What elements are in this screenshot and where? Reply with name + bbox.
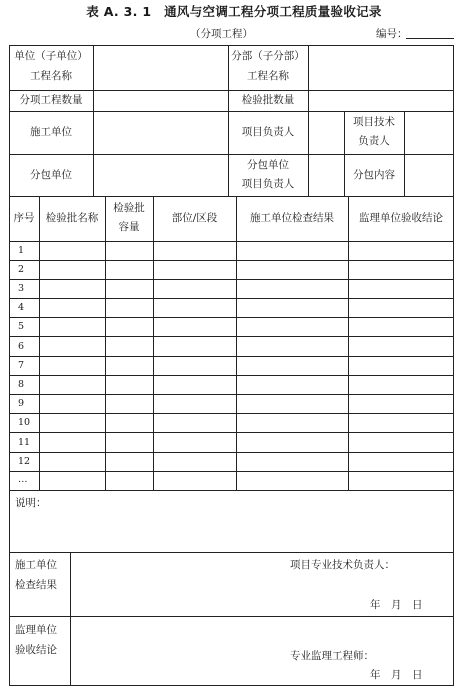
divider	[9, 154, 454, 155]
supervisor-signature-label: 专业监理工程师：	[290, 650, 374, 662]
sub-unit-label-line2: 工程名称	[247, 70, 289, 82]
row-number: 11	[18, 437, 31, 448]
divider	[93, 45, 94, 196]
unit-label-line2: 工程名称	[30, 70, 72, 82]
tech-lead-signature-label: 项目专业技术负责人：	[290, 559, 395, 571]
divider	[9, 413, 454, 414]
divider	[153, 196, 154, 490]
tech-lead-label: 项目技术	[353, 116, 395, 128]
divider	[9, 111, 454, 112]
col-contractor-result-header: 施工单位检查结果	[250, 212, 334, 224]
divider	[9, 375, 454, 376]
contractor-check-label: 施工单位	[15, 559, 57, 571]
col-batch-cap-header-line2: 容量	[118, 221, 140, 233]
note-label: 说明：	[15, 497, 47, 509]
divider	[9, 336, 454, 337]
supervisor-label-line2: 验收结论	[15, 644, 57, 656]
row-number: 3	[18, 283, 25, 294]
divider	[9, 90, 454, 91]
supervisor-label: 监理单位	[15, 624, 57, 636]
row-number: 4	[18, 302, 25, 313]
contractor-label: 施工单位	[30, 126, 72, 138]
row-number: 8	[18, 379, 25, 390]
divider	[236, 196, 237, 490]
divider	[105, 196, 106, 490]
divider	[9, 471, 454, 472]
divider	[9, 279, 454, 280]
item-qty-label: 分项工程数量	[19, 94, 83, 106]
date-label: 年 月 日	[370, 599, 423, 611]
form-title: 表 A. 3. 1 通风与空调工程分项工程质量验收记录	[86, 4, 382, 19]
sub-unit-lead-label: 分包单位	[247, 159, 289, 171]
divider	[9, 260, 454, 261]
col-batch-name-header: 检验批名称	[45, 212, 99, 224]
number-label: 编号：	[376, 28, 408, 40]
divider	[404, 111, 405, 196]
date-label: 年 月 日	[370, 669, 423, 681]
contractor-check-label-line2: 检查结果	[15, 579, 57, 591]
row-number: …	[18, 474, 28, 485]
number-field[interactable]	[406, 38, 454, 39]
col-location-header: 部位/区段	[171, 212, 218, 224]
sub-content-label: 分包内容	[353, 169, 395, 181]
divider	[9, 298, 454, 299]
divider	[9, 317, 454, 318]
divider	[39, 196, 40, 490]
divider	[308, 45, 309, 196]
row-number: 5	[18, 321, 25, 332]
sub-unit-label: 分部（子分部）	[231, 50, 305, 62]
sub-unit-lead-label-line2: 项目负责人	[241, 178, 295, 190]
row-number: 9	[18, 398, 25, 409]
row-number: 6	[18, 341, 25, 352]
divider	[9, 356, 454, 357]
divider	[70, 552, 71, 686]
subcontractor-label: 分包单位	[30, 169, 72, 181]
divider	[9, 616, 454, 617]
col-batch-cap-header: 检验批	[113, 202, 145, 214]
divider	[9, 552, 454, 553]
batch-qty-label: 检验批数量	[241, 94, 295, 106]
divider	[9, 490, 454, 491]
divider	[9, 241, 454, 242]
divider	[9, 432, 454, 433]
divider	[9, 452, 454, 453]
project-lead-label: 项目负责人	[241, 126, 295, 138]
row-number: 12	[18, 456, 31, 467]
row-number: 1	[18, 245, 25, 256]
row-number: 10	[18, 417, 31, 428]
divider	[9, 394, 454, 395]
col-supervisor-result-header: 监理单位验收结论	[359, 212, 443, 224]
tech-lead-label-line2: 负责人	[358, 135, 390, 147]
form-subtitle: （分项工程）	[190, 28, 253, 40]
row-number: 7	[18, 360, 25, 371]
unit-label: 单位（子单位）	[14, 50, 88, 62]
divider	[348, 196, 349, 490]
divider	[9, 196, 454, 197]
row-number: 2	[18, 264, 25, 275]
col-no-header: 序号	[13, 212, 35, 224]
